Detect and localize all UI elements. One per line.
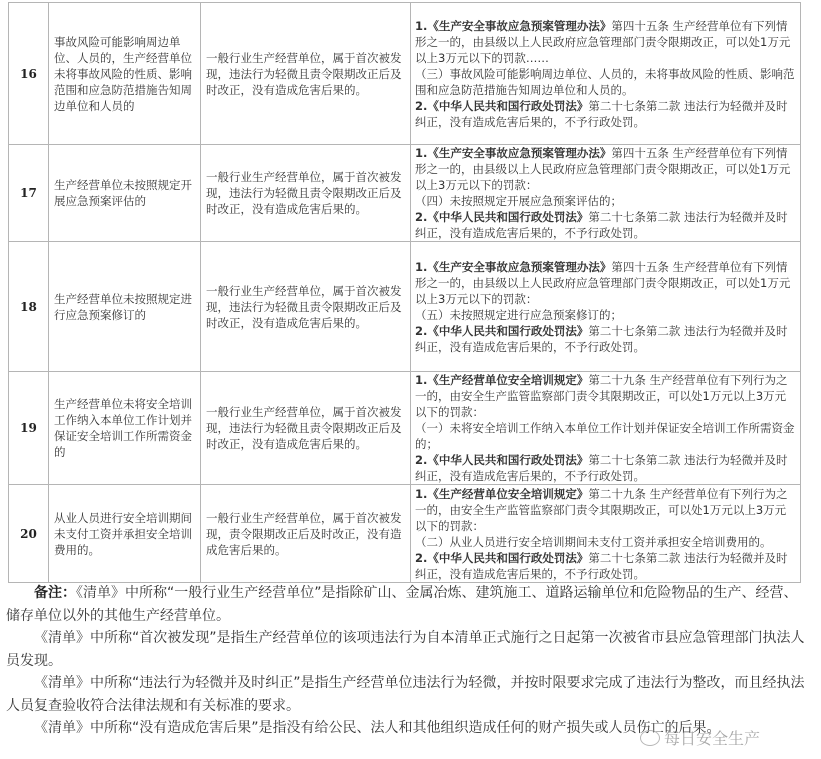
note-1: 备注：《清单》中所称“一般行业生产经营单位”是指除矿山、金属冶炼、建筑施工、道路运输单位和危险物品的生产、经营、储存单位以外的其他生产经营单位。 [6,585,798,624]
basis1-title: 1.《生产安全事故应急预案管理办法》 [415,146,612,160]
note-label: 备注： [34,585,76,601]
basis2-title: 2.《中华人民共和国行政处罚法》 [415,323,589,338]
notes-section [6,582,806,740]
basis2-title: 2.《中华人民共和国行政处罚法》 [415,98,589,113]
legal-basis-cell [411,3,801,145]
condition-cell: 一般行业生产经营单位，属于首次被发现，责令限期改正后及时改正，没有造成危害后果的。 [201,485,411,583]
basis1-title: 1.《生产经营单位安全培训规定》 [415,486,589,501]
watermark: 每日安全生产 [640,726,760,749]
violation-cell: 生产经营单位未按照规定开展应急预案评估的 [49,145,201,242]
basis2-text: 第二十七条第二款 违法行为轻微并及时纠正，没有造成危害后果的，不予行政处罚。 [415,550,788,581]
violation-cell: 事故风险可能影响周边单位、人员的，生产经营单位未将事故风险的性质、影响范围和应急防范措施告知周边单位和人员的 [49,3,201,145]
basis1-text: 第四十五条 生产经营单位有下列情形之一的，由县级以上人民政府应急管理部门责令限期改正，可以处1万元以上3万元以下的罚款…… [415,18,791,65]
row-number: 18 [9,242,49,372]
basis1-text: 第二十九条 生产经营单位有下列行为之一的，由安全生产监管监察部门责令其限期改正，可以处1万元以上3万元以下的罚款： [415,486,788,533]
condition-cell: 一般行业生产经营单位，属于首次被发现，违法行为轻微且责令限期改正后及时改正，没有造成危害后果的。 [201,3,411,145]
legal-basis-cell [411,145,801,242]
condition-cell: 一般行业生产经营单位，属于首次被发现，违法行为轻微且责令限期改正后及时改正，没有造成危害后果的。 [201,145,411,242]
legal-basis-cell [411,242,801,372]
wechat-icon [640,730,660,746]
table-row [9,485,801,583]
basis1-text: 第四十五条 生产经营单位有下列情形之一的，由县级以上人民政府应急管理部门责令限期改正，可以处1万元以上3万元以下的罚款： [415,259,791,306]
note-3: 《清单》中所称“违法行为轻微并及时纠正”是指生产经营单位违法行为轻微，并按时限要求完成了违法行为整改，而且经执法人员复查验收符合法律法规和有关标准的要求。 [6,675,805,714]
basis-item: （五）未按照规定进行应急预案修订的； [415,307,622,322]
violation-cell: 生产经营单位未按照规定进行应急预案修订的 [49,242,201,372]
basis1-title: 1.《生产安全事故应急预案管理办法》 [415,259,612,274]
basis1-title: 1.《生产安全事故应急预案管理办法》 [415,18,612,33]
table-row [9,242,801,372]
basis2-text: 第二十七条第二款 违法行为轻微并及时纠正，没有造成危害后果的，不予行政处罚。 [415,453,788,483]
basis1-text: 第二十九条 生产经营单位有下列行为之一的，由安全生产监管监察部门责令其限期改正，可以处1万元以上3万元以下的罚款： [415,373,788,419]
basis2-title: 2.《中华人民共和国行政处罚法》 [415,453,589,467]
row-number: 16 [9,3,49,145]
basis2-title: 2.《中华人民共和国行政处罚法》 [415,550,589,565]
violation-cell: 从业人员进行安全培训期间未支付工资并承担安全培训费用的。 [49,485,201,583]
basis2-text: 第二十七条第二款 违法行为轻微并及时纠正，没有造成危害后果的，不予行政处罚。 [415,98,788,129]
condition-cell: 一般行业生产经营单位，属于首次被发现，违法行为轻微且责令限期改正后及时改正，没有造成危害后果的。 [201,242,411,372]
basis2-text: 第二十七条第二款 违法行为轻微并及时纠正，没有造成危害后果的，不予行政处罚。 [415,210,788,240]
basis-item: （一）未将安全培训工作纳入本单位工作计划并保证安全培训工作所需资金的； [415,421,795,451]
row-number: 20 [9,485,49,583]
table-row [9,372,801,485]
basis-item: （四）未按照规定开展应急预案评估的； [415,194,622,208]
penalty-exemption-table [8,2,801,583]
table-row [9,3,801,145]
basis2-title: 2.《中华人民共和国行政处罚法》 [415,210,589,224]
condition-cell: 一般行业生产经营单位，属于首次被发现，违法行为轻微且责令限期改正后及时改正，没有造成危害后果的。 [201,372,411,485]
legal-basis-cell [411,485,801,583]
violation-cell: 生产经营单位未将安全培训工作纳入本单位工作计划并保证安全培训工作所需资金的 [49,372,201,485]
note-2: 《清单》中所称“首次被发现”是指生产经营单位的该项违法行为自本清单正式施行之日起第一次被省市县应急管理部门执法人员发现。 [6,630,805,669]
basis1-text: 第四十五条 生产经营单位有下列情形之一的，由县级以上人民政府应急管理部门责令限期改正，可以处1万元以上3万元以下的罚款： [415,146,791,192]
note-4: 《清单》中所称“没有造成危害后果”是指没有给公民、法人和其他组织造成任何的财产损失或人员伤亡的后果。 [34,720,721,736]
table-row [9,145,801,242]
row-number: 17 [9,145,49,242]
basis2-text: 第二十七条第二款 违法行为轻微并及时纠正，没有造成危害后果的，不予行政处罚。 [415,323,788,354]
basis-item: （三）事故风险可能影响周边单位、人员的，未将事故风险的性质、影响范围和应急防范措施告知周边单位和人员的。 [415,66,795,97]
basis1-title: 1.《生产经营单位安全培训规定》 [415,373,589,387]
basis-item: （二）从业人员进行安全培训期间未支付工资并承担安全培训费用的。 [415,534,772,549]
row-number: 19 [9,372,49,485]
legal-basis-cell [411,372,801,485]
